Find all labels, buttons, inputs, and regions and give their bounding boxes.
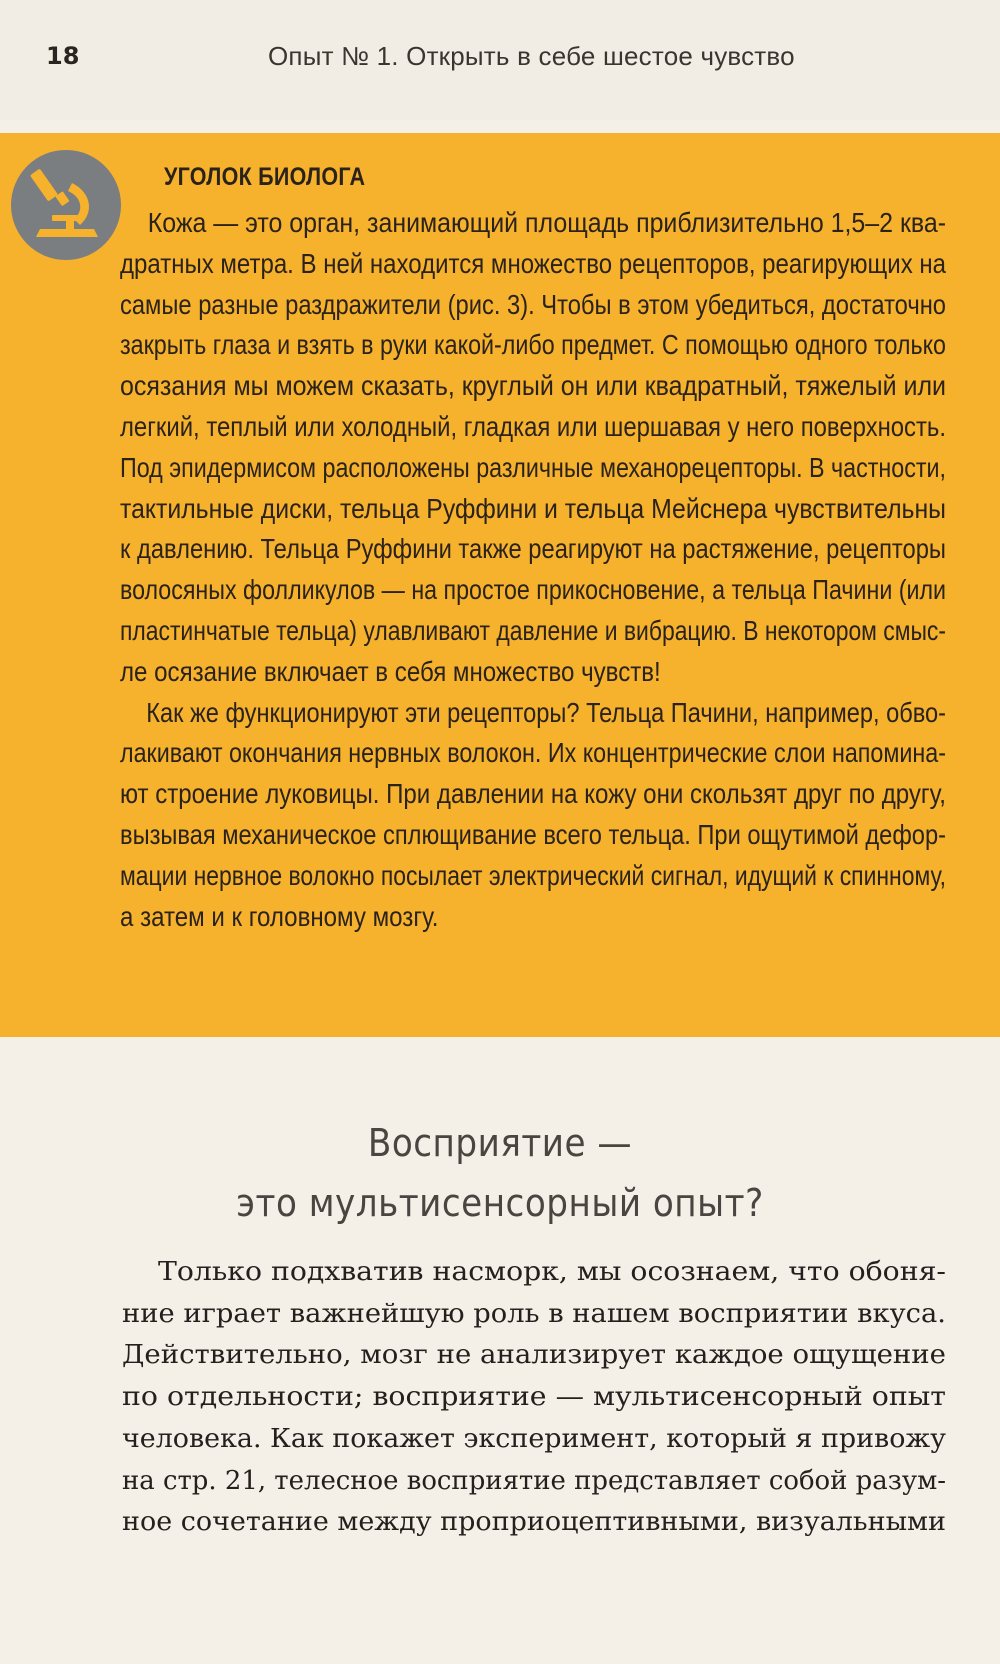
body-line: Только подхватив насморк, мы осознаем, что обоня- — [122, 1257, 946, 1287]
sidebar-line: мации нервное волокно посылает электрический сигнал, идущий к спинному, — [120, 859, 946, 891]
body-line: по отдельности; восприятие — мультисенсорный опыт — [122, 1382, 946, 1413]
running-head — [0, 0, 1000, 120]
section-heading-line: это мультисенсорный опыт? — [236, 1181, 764, 1225]
body-line: на стр. 21, телесное восприятие представляет собой разум- — [122, 1465, 946, 1496]
sidebar-line: пластинчатые тельца) улавливают давление и вибрацию. В некотором смыс- — [120, 614, 946, 646]
sidebar-line: тактильные диски, тельца Руффини и тельца Мейснера чувствительны — [120, 492, 946, 524]
sidebar-line: вызывая механическое сплющивание всего тельца. При ощутимой дефор- — [120, 818, 946, 850]
sidebar-line: к давлению. Тельца Руффини также реагируют на растяжение, рецепторы — [120, 533, 946, 565]
sidebar-text — [120, 203, 948, 937]
sidebar-line: Кожа — это орган, занимающий площадь приблизительно 1,5–2 ква- — [120, 207, 946, 238]
sidebar-line: дратных метра. В ней находится множество рецепторов, реагирующих на — [120, 247, 946, 279]
sidebar-line: закрыть глаза и взять в руки какой-либо предмет. С помощью одного только — [120, 329, 946, 361]
sidebar-line: осязания мы можем сказать, круглый он или квадратный, тяжелый или — [120, 370, 946, 402]
body-text — [122, 1252, 948, 1544]
sidebar-line: легкий, теплый или холодный, гладкая или шершавая у него поверхность. — [120, 410, 946, 442]
body-line: человека. Как покажет эксперимент, который я привожу — [122, 1423, 946, 1454]
sidebar-line: а затем и к головному мозгу. — [120, 900, 439, 932]
microscope-icon — [10, 149, 122, 261]
body-line: ние играет важнейшую роль в нашем восприятии вкуса. — [122, 1298, 946, 1329]
sidebar-line: волосяных фолликулов — на простое прикосновение, а тельца Пачини (или — [120, 574, 946, 606]
body-line: Действительно, мозг не анализирует каждое ощущение — [122, 1340, 946, 1371]
sidebar-line: лакивают окончания нервных волокон. Их концентрические слои напомина- — [120, 737, 946, 769]
biology-corner-sidebar — [0, 133, 1000, 1037]
body-line: ное сочетание между проприоцептивными, визуальными — [122, 1507, 946, 1538]
running-title: Опыт № 1. Открыть в себе шестое чувство — [268, 41, 795, 71]
section-heading-line: Восприятие — — [367, 1121, 633, 1165]
sidebar-line: Под эпидермисом расположены различные механорецепторы. В частности, — [120, 451, 946, 483]
sidebar-heading: УГОЛОК БИОЛОГА — [164, 163, 366, 191]
sidebar-line: самые разные раздражители (рис. 3). Чтобы в этом убедиться, достаточно — [120, 288, 946, 320]
sidebar-line: ют строение луковицы. При давлении на кожу они скользят друг по другу, — [120, 778, 946, 810]
section-heading — [0, 1113, 1000, 1233]
sidebar-line: Как же функционируют эти рецепторы? Тельца Пачини, например, обво- — [120, 696, 946, 728]
sidebar-line: ле осязание включает в себя множество чувств! — [120, 655, 661, 687]
page-number: 18 — [46, 42, 80, 70]
